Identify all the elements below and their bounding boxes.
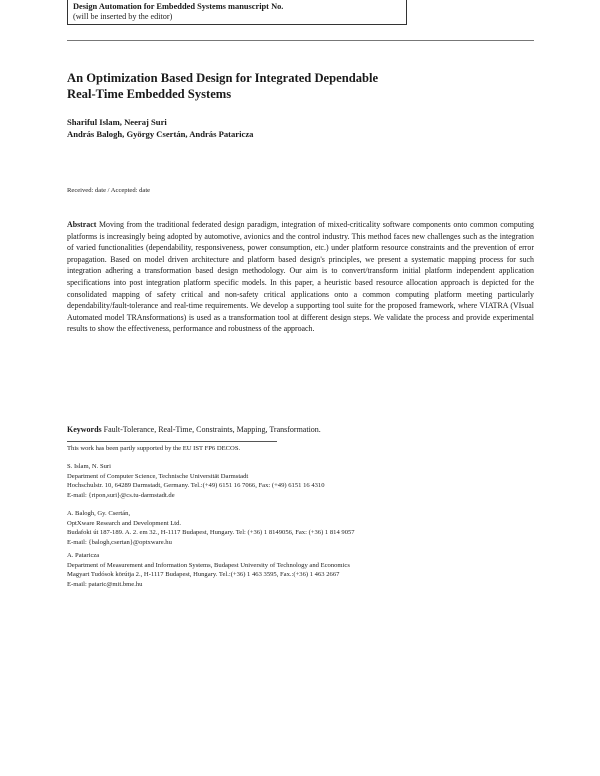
journal-name: Design Automation for Embedded Systems manuscript No. [73,2,284,11]
affiliation-org: Department of Measurement and Information Systems, Budapest University of Technology and Economics [67,561,350,569]
funding-footnote: This work has been partly supported by the EU IST FP6 DECOS. [67,445,241,452]
received-date: Received: date / Accepted: date [67,187,151,194]
authors-line-1: Shariful Islam, Neeraj Suri [67,117,167,127]
keywords-label: Keywords [67,425,102,434]
affiliation-2 [67,509,537,547]
affiliation-3 [67,551,537,589]
affiliation-org: OptXware Research and Development Ltd. [67,519,182,527]
authors-line-2: András Balogh, György Csertán, András Pataricza [67,129,254,139]
title-line-2: Real-Time Embedded Systems [67,87,232,101]
abstract-label: Abstract [67,220,97,229]
affiliation-1 [67,462,537,500]
title-line-1: An Optimization Based Design for Integrated Dependable [67,71,379,85]
keywords [67,425,534,434]
abstract-text: Moving from the traditional federated design paradigm, integration of mixed-criticality software components onto common computing platforms is increasingly being adopted by automotive, avionics and the control industry. This method faces new challenges such as the integration of varied functionalities (dependability, responsiveness, power consumption, etc.) under platform resource constraints and the prevention of error propagation. Based on model driven architecture and platform based design's principles, we present a systematic mapping process for such integration adhering a transformation based design methodology. Our aim is to convert/transform initial platform independent application specifications into post integration platform specific models. In this paper, a heuristic based resource allocation approach is depicted for the consolidated mapping of safety critical and non-safety critical applications onto a common computing platform meeting particularly dependability/fault-tolerance and real-time requirements. We develop a supporting tool suite for the proposed framework, where VIATRA (VIsual Automated model TRAnsformations) is used as a transformation tool at different design steps. We validate the process and provide experimental results to show the effectiveness, performance and robustness of the approach. [67,220,534,334]
keywords-text: Fault-Tolerance, Real-Time, Constraints, Mapping, Transformation. [103,425,321,434]
manuscript-header-box [67,0,407,25]
abstract [67,219,534,335]
affiliation-address: Budafoki út 187-189. A. 2. em 32., H-1117 Budapest, Hungary. Tel: (+36) 1 8149056, Fax: (+36) 1 814 9057 [67,529,355,537]
affiliation-address: Magyart Tudósok körútja 2., H-1117 Budapest, Hungary. Tel.:(+36) 1 463 3595, Fax.:(+36) 1 463 2667 [67,571,340,579]
editor-note: (will be inserted by the editor) [73,12,173,21]
affiliation-email: E-mail: pataric@mit.bme.hu [67,580,143,588]
author-list [67,116,253,140]
affiliation-email: E-mail: {ripon,suri}@cs.tu-darmstadt.de [67,491,175,499]
footnote-rule [67,441,277,442]
header-rule [67,40,534,41]
affiliation-address: Hochschulstr. 10, 64289 Darmstadt, Germany. Tel.:(+49) 6151 16 7066, Fax: (+49) 6151 16 4310 [67,482,325,490]
affiliation-names: S. Islam, N. Suri [67,463,111,470]
affiliation-org: Department of Computer Science, Technische Universität Darmstadt [67,472,249,480]
affiliation-email: E-mail: {balogh,csertan}@optxware.hu [67,538,172,546]
affiliation-names: A. Balogh, Gy. Csertán, [67,510,131,517]
paper-title [67,70,507,102]
affiliation-names: A. Pataricza [67,552,100,559]
